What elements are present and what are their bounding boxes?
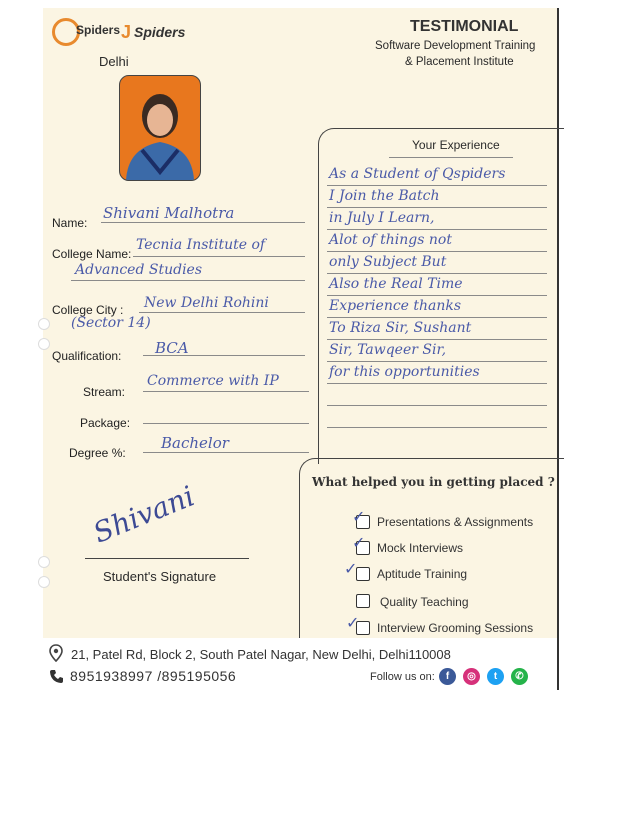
checkbox-quality-teaching[interactable]: [356, 594, 370, 608]
page-title: TESTIMONIAL: [410, 18, 519, 35]
option-quality-teaching: Quality Teaching: [380, 595, 469, 609]
helped-box: [299, 458, 564, 639]
whatsapp-icon[interactable]: ✆: [511, 668, 528, 685]
qualification-underline: [143, 355, 305, 356]
experience-line: in July I Learn,: [329, 210, 435, 226]
location-pin-icon: [49, 644, 63, 662]
twitter-icon[interactable]: t: [487, 668, 504, 685]
option-interview-grooming: Interview Grooming Sessions: [377, 621, 534, 635]
punch-hole: [38, 318, 50, 330]
city-underline: [139, 312, 305, 313]
ruled-line: [327, 427, 547, 428]
follow-label: Follow us on:: [370, 671, 435, 683]
ruled-line: [327, 207, 547, 208]
ruled-line: [327, 317, 547, 318]
punch-hole: [38, 338, 50, 350]
subtitle-line1: Software Development Training: [375, 40, 536, 52]
ruled-line: [327, 361, 547, 362]
signature-line: [85, 558, 249, 559]
experience-line: Experience thanks: [329, 298, 462, 314]
name-value: Shivani Malhotra: [103, 204, 235, 222]
experience-line: Also the Real Time: [329, 276, 463, 292]
city-label: College City :: [52, 303, 124, 317]
ruled-line: [327, 185, 547, 186]
check-mark-icon: ✓: [352, 533, 366, 552]
qualification-label: Qualification:: [52, 349, 122, 363]
experience-line: only Subject But: [329, 254, 447, 270]
option-mock-interviews: Mock Interviews: [377, 541, 464, 555]
experience-box: [318, 128, 564, 464]
experience-line: To Riza Sir, Sushant: [329, 320, 472, 336]
package-label: Package:: [80, 416, 131, 430]
signature-scrawl: Shivani: [88, 479, 200, 550]
degree-underline: [143, 452, 309, 453]
ruled-line: [327, 229, 547, 230]
footer: [43, 638, 557, 690]
stream-underline: [143, 391, 309, 392]
city-value-line2: (Sector 14): [71, 315, 151, 331]
city-value-line1: New Delhi Rohini: [144, 295, 269, 311]
name-underline: [101, 222, 305, 223]
logo-jspiders-text: Spiders: [134, 24, 186, 40]
experience-line: Alot of things not: [329, 232, 452, 248]
experience-line: As a Student of Qspiders: [329, 166, 506, 182]
college-underline-2: [71, 280, 305, 281]
option-aptitude: Aptitude Training: [377, 567, 468, 581]
punch-hole: [38, 576, 50, 588]
phone-text: 8951938997 /895195056: [70, 668, 237, 684]
degree-label: Degree %:: [69, 446, 126, 460]
option-presentations: Presentations & Assignments: [377, 515, 534, 529]
logo-qspiders-text: Spiders: [76, 23, 121, 37]
experience-line: I Join the Batch: [329, 188, 440, 204]
degree-value: Bachelor: [161, 434, 229, 452]
punch-hole: [38, 556, 50, 568]
ruled-line: [327, 273, 547, 274]
address-text: 21, Patel Rd, Block 2, South Patel Nagar, New Delhi, Delhi110008: [71, 647, 451, 662]
checkbox-aptitude[interactable]: [356, 567, 370, 581]
ruled-line: [327, 339, 547, 340]
student-photo: [119, 75, 201, 181]
helped-heading: What helped you in getting placed ?: [312, 475, 555, 489]
qualification-value: BCA: [155, 339, 189, 357]
experience-line: Sir, Tawqeer Sir,: [329, 342, 447, 358]
subtitle-line2: & Placement Institute: [405, 56, 514, 68]
check-mark-icon: ✓: [344, 559, 358, 578]
college-value-line1: Tecnia Institute of: [136, 237, 266, 253]
college-underline-1: [133, 256, 305, 257]
college-value-line2: Advanced Studies: [75, 262, 203, 278]
facebook-icon[interactable]: f: [439, 668, 456, 685]
stream-value: Commerce with IP: [147, 373, 279, 389]
instagram-icon[interactable]: ◎: [463, 668, 480, 685]
name-label: Name:: [52, 216, 88, 230]
ruled-line: [327, 251, 547, 252]
signature-label: Student's Signature: [103, 569, 217, 584]
ruled-line: [327, 383, 547, 384]
check-mark-icon: ✓: [346, 613, 360, 632]
check-mark-icon: ✓: [352, 507, 366, 526]
experience-heading-underline: [389, 157, 513, 158]
logo-j-letter: J: [121, 22, 132, 42]
college-label: College Name:: [52, 247, 132, 261]
testimonial-sheet: [43, 8, 559, 690]
ruled-line: [327, 295, 547, 296]
ruled-line: [327, 405, 547, 406]
stream-label: Stream:: [83, 385, 126, 399]
package-underline: [143, 423, 309, 424]
experience-heading: Your Experience: [412, 138, 500, 152]
experience-line: for this opportunities: [329, 364, 480, 380]
branch-city: Delhi: [99, 54, 129, 69]
phone-icon: [49, 669, 64, 684]
